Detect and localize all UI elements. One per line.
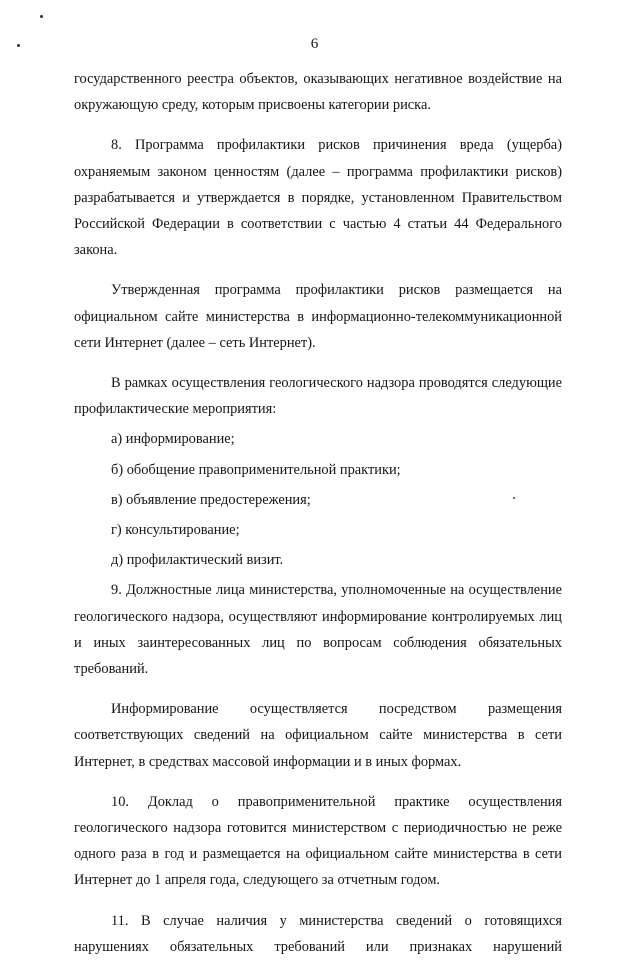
paragraph-11: 11. В случае наличия у министерства сведений о готовящихся нарушениях обязательных требований или признаках нарушений (74, 912, 562, 955)
page-number: 6 (310, 36, 319, 52)
document-body (74, 66, 562, 960)
list-item-a: а) информирование; (111, 431, 235, 448)
paragraph-continuation: государственного реестра объектов, оказывающих негативное воздействие на окружающую среду, которым присвоены категории риска. (74, 71, 562, 114)
list-item-g: г) консультирование; (111, 522, 240, 539)
list-item-v: в) объявление предостережения; (111, 491, 311, 508)
list-item-b: б) обобщение правоприменительной практики; (111, 461, 401, 478)
paragraph-preventive-measures: В рамках осуществления геологического надзора проводятся следующие профилактические мероприятия: (74, 375, 562, 418)
paragraph-8: 8. Программа профилактики рисков причинения вреда (ущерба) охраняемым законом ценностям (далее – программа профилактики рисков) разрабатывается и утверждается в порядке, установленном Правительством Российской Федерации в соответствии с частью 4 статьи 44 Федерального закона. (74, 137, 562, 259)
paragraph-10: 10. Доклад о правоприменительной практике осуществления геологического надзора готовится министерством с периодичностью не реже одного раза в год и размещается на официальном сайте министерства в сети Интернет до 1 апреля года, следующего за отчетным годом. (74, 793, 562, 889)
list-item-d: д) профилактический визит. (111, 552, 284, 569)
paragraph-program-publication: Утвержденная программа профилактики рисков размещается на официальном сайте министерства в информационно-телекоммуникационной сети Интернет (далее – сеть Интернет). (74, 282, 562, 351)
paragraph-9: 9. Должностные лица министерства, уполномоченные на осуществление геологического надзора, осуществляют информирование контролируемых лиц и иных заинтересованных лиц по вопросам соблюдения обязательных требований. (74, 582, 562, 678)
scan-speck (40, 15, 43, 18)
paragraph-informing: Информирование осуществляется посредством размещения соответствующих сведений на официальном сайте министерства в сети Интернет, в средствах массовой информации и в иных формах. (74, 701, 562, 770)
